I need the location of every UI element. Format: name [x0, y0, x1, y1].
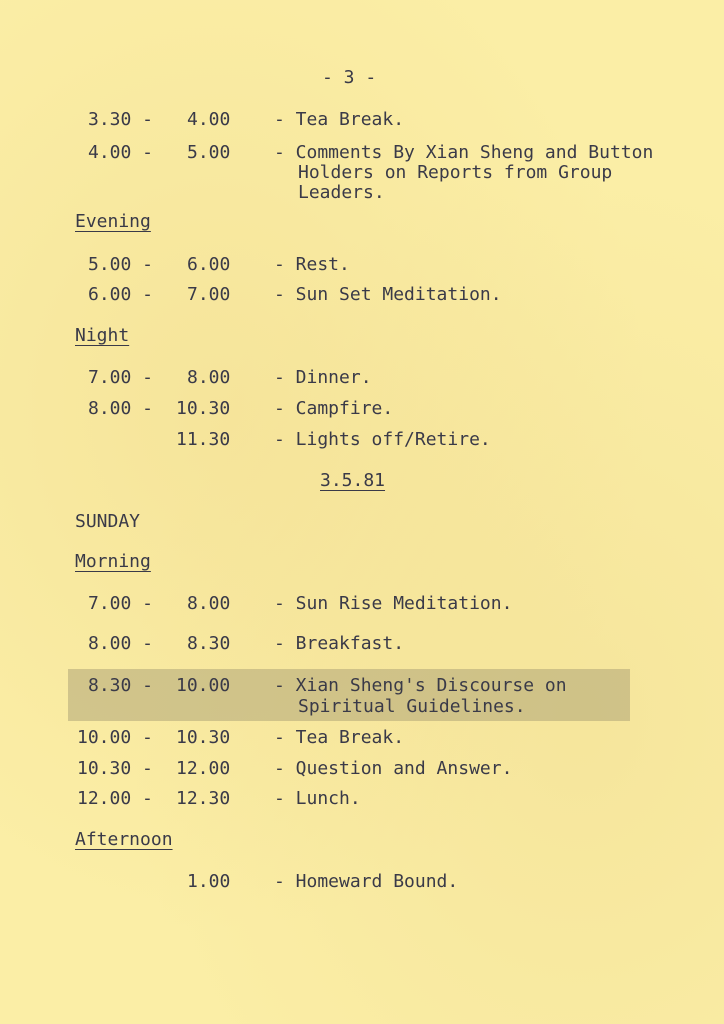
activity: - Lunch. [274, 788, 361, 809]
activity: - Xian Sheng's Discourse on [274, 675, 567, 696]
activity: - Rest. [274, 254, 350, 275]
section-heading-night: Night [75, 325, 130, 346]
page-number: - 3 - [322, 67, 377, 88]
time-end: 4.00 [187, 109, 231, 130]
activity: - Breakfast. [274, 633, 405, 654]
time-end: 5.00 [187, 142, 231, 163]
time-start: 6.00 - [88, 284, 154, 305]
time-start: 8.30 - [88, 675, 154, 696]
time-end: 8.30 [187, 633, 231, 654]
time-start: 12.00 - [77, 788, 153, 809]
section-heading-morning: Morning [75, 551, 151, 572]
activity: - Homeward Bound. [274, 871, 459, 892]
activity: - Sun Rise Meditation. [274, 593, 513, 614]
activity-continued: Leaders. [298, 182, 385, 203]
activity: - Tea Break. [274, 727, 405, 748]
time-start: 8.00 - [88, 633, 154, 654]
time-start: 3.30 - [88, 109, 154, 130]
activity: - Sun Set Meditation. [274, 284, 502, 305]
section-heading-evening: Evening [75, 211, 151, 232]
time-end: 12.00 [176, 758, 231, 779]
time-end: 12.30 [176, 788, 231, 809]
time-start: 7.00 - [88, 593, 154, 614]
activity: - Tea Break. [274, 109, 405, 130]
time-start: 4.00 - [88, 142, 154, 163]
activity: - Question and Answer. [274, 758, 513, 779]
activity: - Lights off/Retire. [274, 429, 491, 450]
time-start: 5.00 - [88, 254, 154, 275]
time-end: 11.30 [176, 429, 231, 450]
time-end: 7.00 [187, 284, 231, 305]
activity: - Campfire. [274, 398, 394, 419]
time-end: 8.00 [187, 367, 231, 388]
time-end: 10.30 [176, 398, 231, 419]
time-start: 10.30 - [77, 758, 153, 779]
time-end: 10.30 [176, 727, 231, 748]
activity: - Comments By Xian Sheng and Button [274, 142, 654, 163]
time-end: 1.00 [187, 871, 231, 892]
section-heading-afternoon: Afternoon [75, 829, 173, 850]
activity-continued: Holders on Reports from Group [298, 162, 613, 183]
time-end: 6.00 [187, 254, 231, 275]
time-start: 8.00 - [88, 398, 154, 419]
time-end: 10.00 [176, 675, 231, 696]
time-end: 8.00 [187, 593, 231, 614]
time-start: 7.00 - [88, 367, 154, 388]
date-heading: 3.5.81 [320, 470, 386, 491]
day-heading: SUNDAY [75, 511, 141, 532]
activity-continued: Spiritual Guidelines. [298, 696, 526, 717]
activity: - Dinner. [274, 367, 372, 388]
time-start: 10.00 - [77, 727, 153, 748]
